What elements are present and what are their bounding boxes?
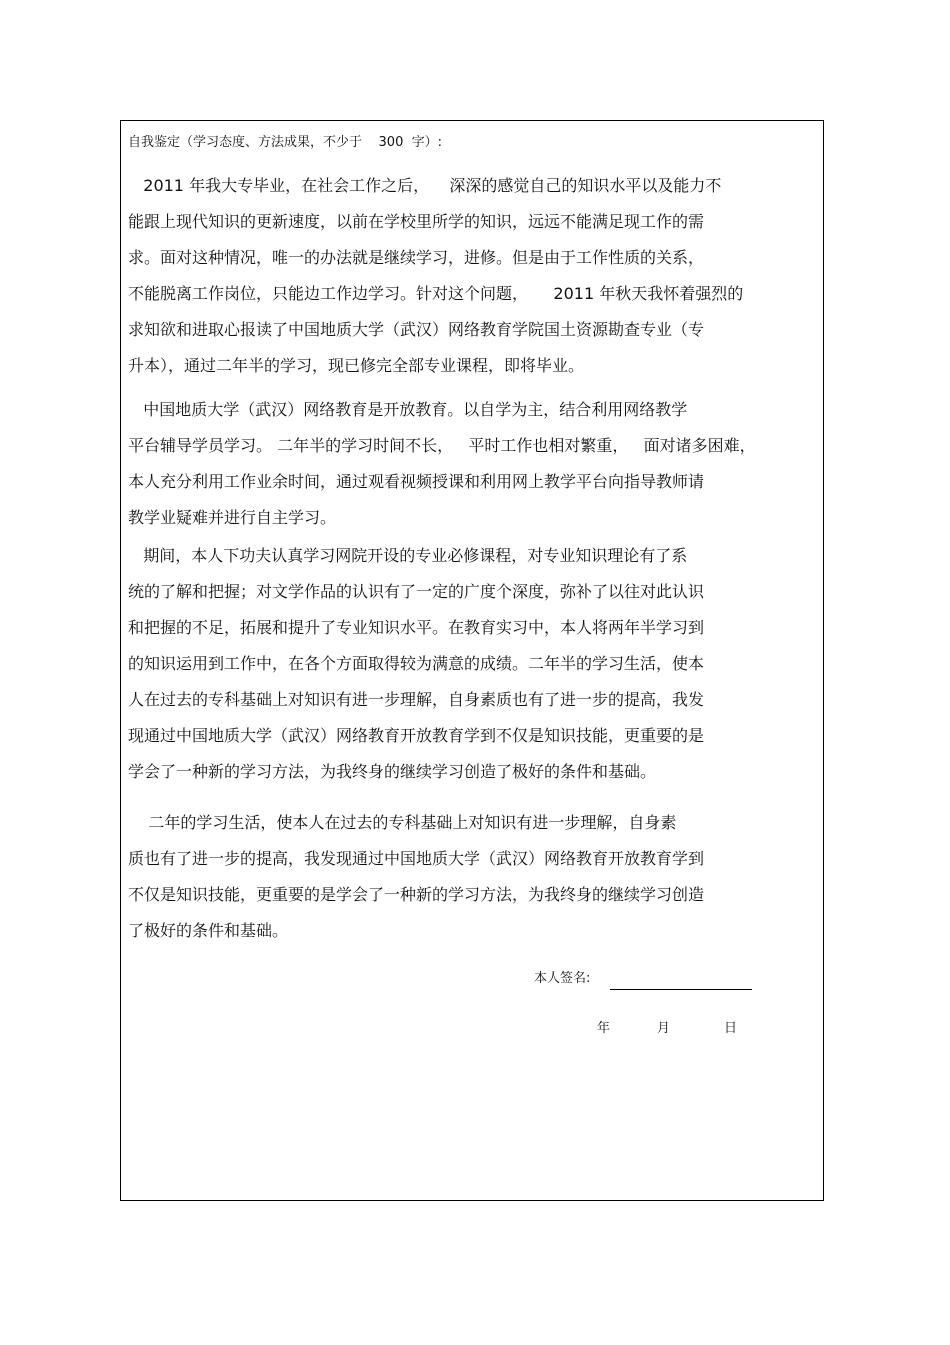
paragraph-1 (128, 168, 743, 384)
paragraph-3 (128, 538, 704, 790)
text-line: 现通过中国地质大学（武汉）网络教育开放教育学到不仅是知识技能，更重要的是 (128, 726, 705, 745)
text-line: 了极好的条件和基础。 (128, 921, 289, 940)
signature-line[interactable] (610, 971, 752, 990)
text-line: 求。面对这种情况，唯一的办法就是继续学习，进修。但是由于工作性质的关系， (128, 248, 705, 267)
signature-label: 本人签名: (534, 971, 591, 986)
date-month-label: 月 (657, 1021, 671, 1036)
date-year-label: 年 (597, 1021, 611, 1036)
text-line: 二年的学习生活，使本人在过去的专科基础上对知识有进一步理解，自身素 (128, 813, 677, 832)
text-line: 人在过去的专科基础上对知识有进一步理解，自身素质也有了进一步的提高，我发 (128, 690, 705, 709)
text-line: 升本），通过二年半的学习，现已修完全部专业课程，即将毕业。 (128, 356, 585, 375)
text-line: 期间，本人下功夫认真学习网院开设的专业必修课程，对专业知识理论有了系 (128, 546, 688, 565)
text-line: 和把握的不足，拓展和提升了专业知识水平。在教育实习中，本人将两年半学习到 (128, 618, 705, 637)
text-line: 本人充分利用工作业余时间，通过观看视频授课和利用网上教学平台向指导教师请 (128, 472, 705, 491)
signature-row (534, 968, 752, 990)
text-line: 质也有了进一步的提高，我发现通过中国地质大学（武汉）网络教育开放教育学到 (128, 849, 705, 868)
text-line: 的知识运用到工作中，在各个方面取得较为满意的成绩。二年半的学习生活，使本 (128, 654, 705, 673)
text-line: 不仅是知识技能，更重要的是学会了一种新的学习方法，为我终身的继续学习创造 (128, 885, 705, 904)
text-line: 统的了解和把握；对文学作品的认识有了一定的广度个深度，弥补了以往对此认识 (128, 582, 705, 601)
paragraph-2 (128, 392, 756, 536)
text-line: 中国地质大学（武汉）网络教育是开放教育。以自学为主，结合利用网络教学 (128, 400, 688, 419)
text-line: 教学业疑难并进行自主学习。 (128, 508, 337, 527)
text-line: 求知欲和进取心报读了中国地质大学（武汉）网络教育学院国土资源勘查专业（专 (128, 320, 705, 339)
text-line: 学会了一种新的学习方法，为我终身的继续学习创造了极好的条件和基础。 (128, 762, 657, 781)
date-day-label: 日 (724, 1021, 738, 1036)
text-line: 平台辅导学员学习。 二年半的学习时间不长， 平时工作也相对繁重， 面对诸多困难， (128, 436, 756, 455)
paragraph-4 (128, 805, 704, 949)
text-line: 能跟上现代知识的更新速度，以前在学校里所学的知识，远远不能满足现工作的需 (128, 212, 705, 231)
text-line: 2011 年我大专毕业，在社会工作之后， 深深的感觉自己的知识水平以及能力不 (128, 176, 722, 195)
form-header: 自我鉴定（学习态度、方法成果，不少于 300 字）: (128, 135, 442, 150)
text-line: 不能脱离工作岗位，只能边工作边学习。针对这个问题， 2011 年秋天我怀着强烈的 (128, 284, 744, 303)
